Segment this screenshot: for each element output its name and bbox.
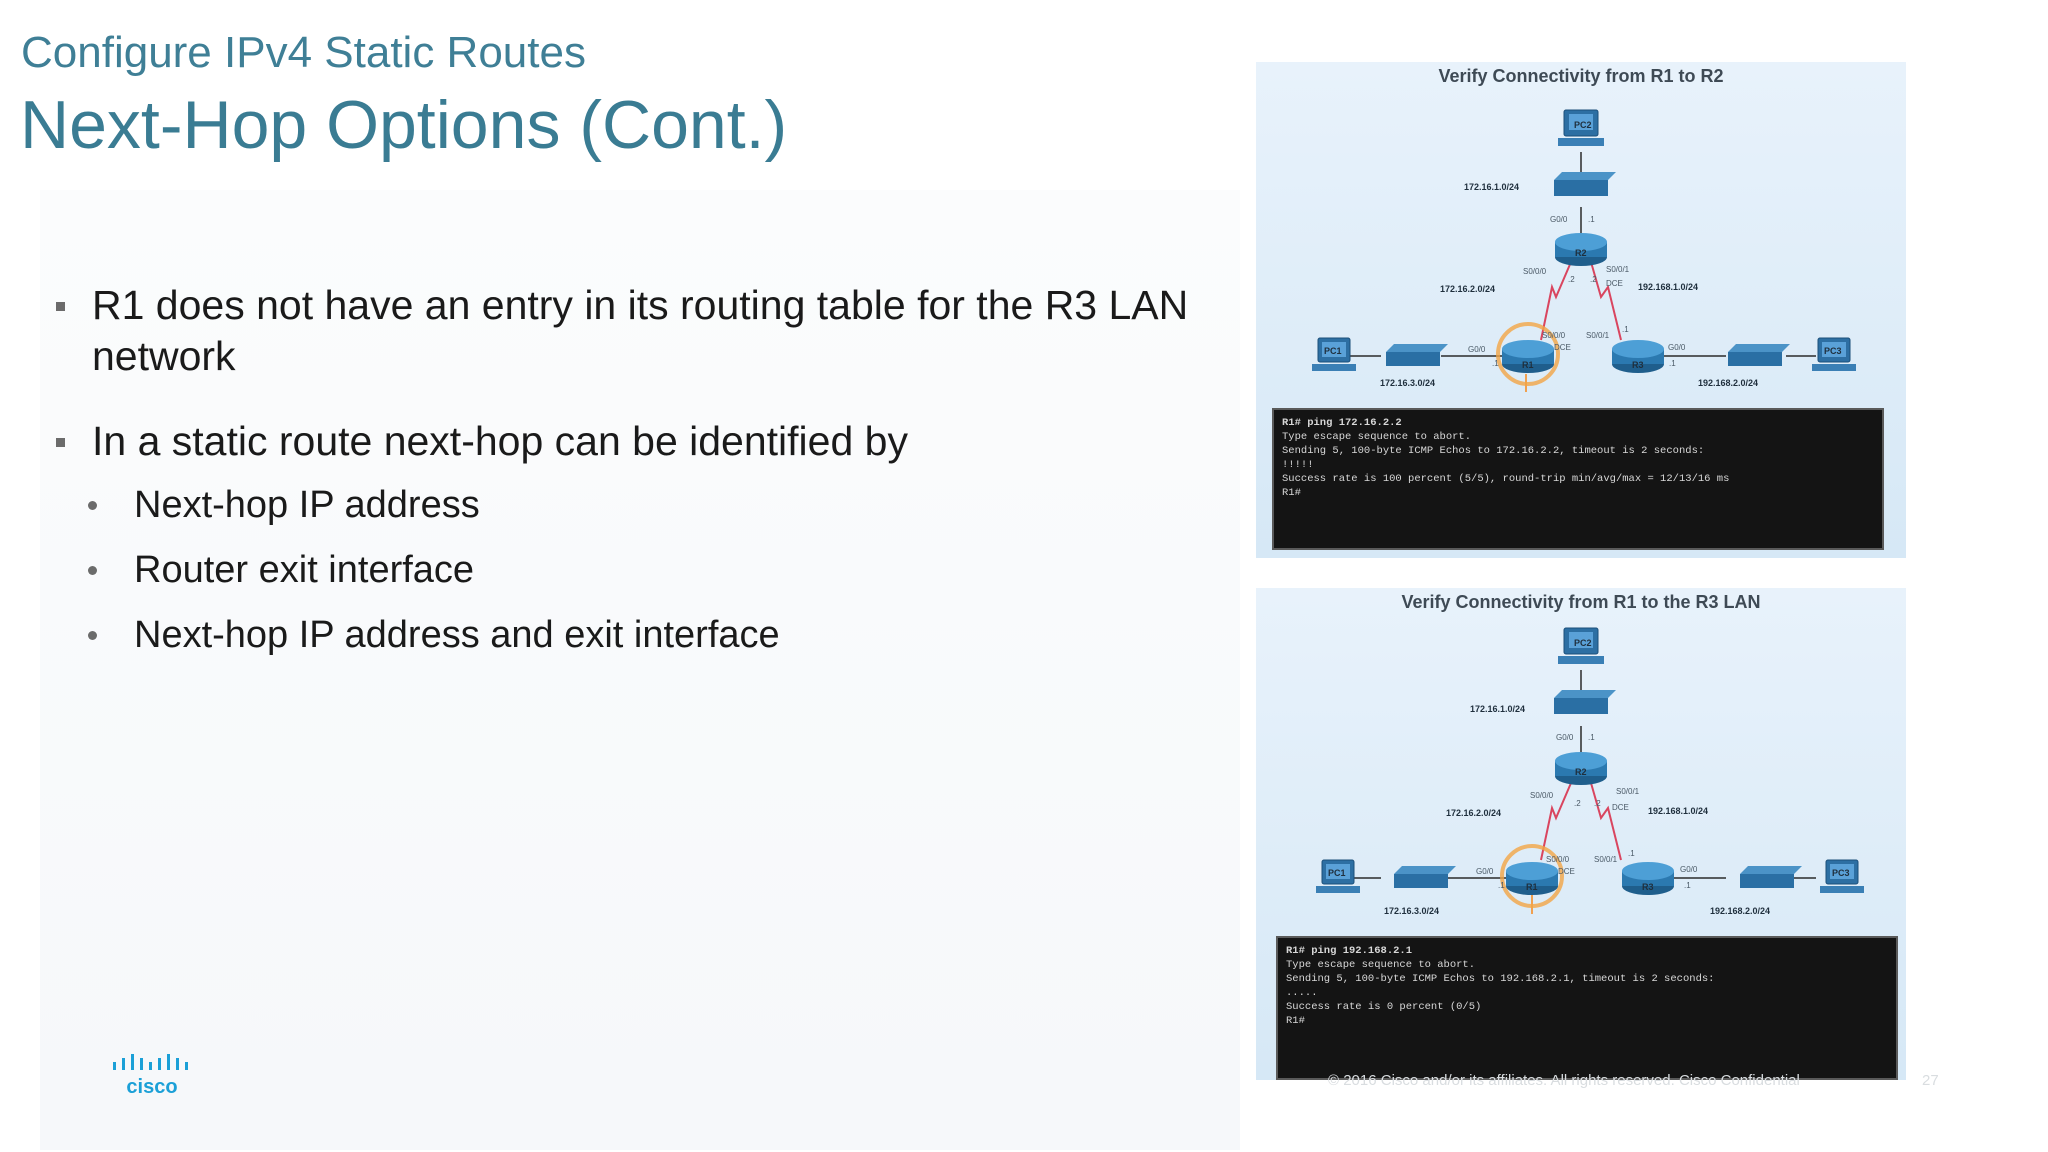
sub-bullet-text: Next-hop IP address and exit interface — [134, 614, 780, 656]
dce-label: DCE — [1554, 343, 1571, 352]
interface-label: G0/0 — [1680, 865, 1698, 874]
terminal-line: Sending 5, 100-byte ICMP Echos to 172.16.2.2, timeout is 2 seconds: — [1282, 445, 1705, 457]
switch-icon — [1394, 866, 1456, 888]
sub-bullet-item — [52, 481, 1202, 529]
terminal-line: Success rate is 0 percent (0/5) — [1286, 1001, 1482, 1013]
interface-label: G0/0 — [1476, 867, 1494, 876]
diagram-title: Verify Connectivity from R1 to the R3 LAN — [1401, 592, 1761, 612]
r3-label: R3 — [1632, 360, 1644, 370]
sub-bullet-item — [52, 546, 1202, 594]
interface-label: G0/0 — [1550, 215, 1568, 224]
switch-icon — [1554, 690, 1616, 714]
terminal-line: R1# ping 192.168.2.1 — [1286, 945, 1413, 957]
network-label: 192.168.2.0/24 — [1710, 906, 1771, 916]
terminal-line: Type escape sequence to abort. — [1282, 431, 1472, 443]
interface-label: G0/0 — [1668, 343, 1686, 352]
interface-label: S0/0/1 — [1616, 787, 1640, 796]
pc3-label: PC3 — [1832, 868, 1850, 878]
interface-label: G0/0 — [1556, 733, 1574, 742]
interface-label: S0/0/0 — [1530, 791, 1554, 800]
interface-label: S0/0/1 — [1606, 265, 1630, 274]
network-label: 192.168.1.0/24 — [1648, 806, 1709, 816]
diagram-panel-r1-to-r2 — [1256, 62, 1906, 558]
footer-copyright: © 2016 Cisco and/or its affiliates. All rights reserved. Cisco Confidential — [1328, 1072, 1800, 1089]
pc3-label: PC3 — [1824, 346, 1842, 356]
dce-label: DCE — [1606, 279, 1623, 288]
terminal-output — [1272, 408, 1884, 550]
terminal-output — [1276, 936, 1898, 1080]
address-label: .1 — [1498, 881, 1505, 890]
switch-icon — [1740, 866, 1802, 888]
square-bullet-icon — [56, 302, 65, 311]
interface-label: S0/0/0 — [1523, 267, 1547, 276]
sub-bullet-text: Router exit interface — [134, 549, 475, 591]
interface-label: G0/0 — [1468, 345, 1486, 354]
page-number: 27 — [1922, 1072, 1939, 1089]
switch-icon — [1554, 172, 1616, 196]
network-label: 192.168.1.0/24 — [1638, 282, 1699, 292]
switch-icon — [1386, 344, 1448, 366]
r2-label: R2 — [1575, 767, 1587, 777]
bullet-text: In a static route next-hop can be identified by — [92, 418, 908, 464]
terminal-line: Success rate is 100 percent (5/5), round-trip min/avg/max = 12/13/16 ms — [1282, 473, 1730, 485]
terminal-line: Sending 5, 100-byte ICMP Echos to 192.168.2.1, timeout is 2 seconds: — [1286, 973, 1715, 985]
terminal-line: !!!!! — [1282, 459, 1314, 471]
pc1-label: PC1 — [1328, 868, 1346, 878]
bullet-list — [52, 280, 1202, 676]
r3-label: R3 — [1642, 882, 1654, 892]
address-label: .1 — [1669, 359, 1676, 368]
address-label: .2 — [1574, 799, 1581, 808]
r1-label: R1 — [1522, 360, 1534, 370]
cisco-logo — [112, 1052, 194, 1103]
interface-label: S0/0/0 — [1546, 855, 1570, 864]
terminal-line: Type escape sequence to abort. — [1286, 959, 1476, 971]
sub-bullet-text: Next-hop IP address — [134, 484, 480, 526]
terminal-line: R1# — [1282, 487, 1301, 499]
r2-label: R2 — [1575, 248, 1587, 258]
terminal-line: R1# ping 172.16.2.2 — [1282, 417, 1402, 429]
pc2-label: PC2 — [1574, 638, 1592, 648]
switch-icon — [1728, 344, 1790, 366]
network-label: 172.16.2.0/24 — [1440, 284, 1496, 294]
diagram-panel-r1-to-r3-lan — [1256, 588, 1906, 1080]
address-label: .1 — [1588, 215, 1595, 224]
bullet-item — [52, 280, 1202, 382]
network-label: 192.168.2.0/24 — [1698, 378, 1759, 388]
address-label: .2 — [1568, 275, 1575, 284]
square-bullet-icon — [56, 438, 65, 447]
network-label: 172.16.3.0/24 — [1380, 378, 1436, 388]
round-bullet-icon — [88, 631, 97, 640]
pc2-label: PC2 — [1574, 120, 1592, 130]
diagram-title: Verify Connectivity from R1 to R2 — [1438, 66, 1724, 86]
terminal-line: R1# — [1286, 1015, 1305, 1027]
address-label: .1 — [1684, 881, 1691, 890]
dce-label: DCE — [1612, 803, 1629, 812]
terminal-line: ..... — [1286, 987, 1318, 999]
interface-label: S0/0/1 — [1594, 855, 1618, 864]
round-bullet-icon — [88, 501, 97, 510]
address-label: .1 — [1588, 733, 1595, 742]
bullet-text: R1 does not have an entry in its routing table for the R3 LAN network — [92, 282, 1189, 379]
address-label: .2 — [1590, 275, 1597, 284]
r1-label: R1 — [1526, 882, 1538, 892]
address-label: .2 — [1594, 799, 1601, 808]
network-label: 172.16.2.0/24 — [1446, 808, 1502, 818]
network-label: 172.16.1.0/24 — [1470, 704, 1526, 714]
address-label: .1 — [1622, 325, 1629, 334]
round-bullet-icon — [88, 566, 97, 575]
network-label: 172.16.1.0/24 — [1464, 182, 1520, 192]
address-label: .1 — [1492, 359, 1499, 368]
interface-label: S0/0/1 — [1586, 331, 1610, 340]
slide-title: Next-Hop Options (Cont.) — [20, 87, 788, 163]
dce-label: DCE — [1558, 867, 1575, 876]
interface-label: S0/0/0 — [1542, 331, 1566, 340]
cisco-wordmark: cisco — [126, 1076, 178, 1098]
sub-bullet-item — [52, 611, 1202, 659]
cisco-bridge-icon — [112, 1052, 194, 1098]
network-label: 172.16.3.0/24 — [1384, 906, 1440, 916]
address-label: .1 — [1628, 849, 1635, 858]
slide-subtitle: Configure IPv4 Static Routes — [21, 28, 586, 77]
bullet-item — [52, 416, 1202, 467]
pc1-label: PC1 — [1324, 346, 1342, 356]
